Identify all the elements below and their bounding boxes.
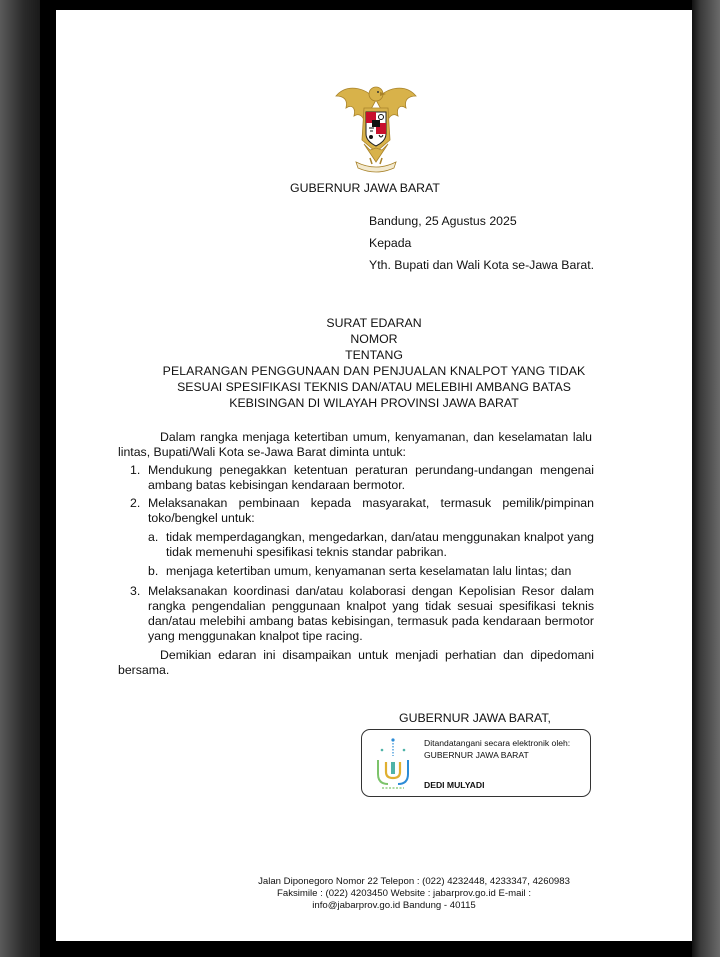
- recipient: Yth. Bupati dan Wali Kota se-Jawa Barat.: [369, 258, 595, 272]
- item-3-line-4: yang menggunakan knalpot tipe racing.: [148, 629, 363, 643]
- sub-b-line-1: menjaga ketertiban umum, kenyamanan serta keselamatan lalu lintas; dan: [166, 564, 572, 578]
- title-subject-line-3: KEBISINGAN DI WILAYAH PROVINSI JAWA BARAT: [229, 396, 519, 410]
- title-tentang: TENTANG: [345, 348, 403, 362]
- garuda-pancasila-emblem-icon: [334, 78, 418, 174]
- left-shadow-border: [0, 0, 40, 957]
- item-2-line-1: Melaksanakan pembinaan kepada masyarakat, termasuk pemilik/pimpinan: [148, 496, 594, 510]
- signer-name: DEDI MULYADI: [424, 780, 485, 790]
- sub-a-letter: a.: [148, 530, 159, 544]
- title-surat-edaran: SURAT EDARAN: [326, 316, 422, 330]
- item-3-line-1: Melaksanakan koordinasi dan/atau kolaborasi dengan Kepolisian Resor dalam: [148, 584, 594, 598]
- item-3-number: 3.: [130, 584, 141, 598]
- intro-line-2: lintas, Bupati/Wali Kota se-Jawa Barat diminta untuk:: [118, 445, 406, 459]
- electronic-signature-box: [361, 729, 591, 797]
- letterhead-office: GUBERNUR JAWA BARAT: [290, 181, 440, 195]
- letter-page: [56, 10, 692, 941]
- title-subject-line-1: PELARANGAN PENGGUNAAN DAN PENJUALAN KNALPOT YANG TIDAK: [162, 364, 586, 378]
- sub-a-line-2: tidak memenuhi spesifikasi teknis standar pabrikan.: [166, 545, 447, 559]
- place-date: Bandung, 25 Agustus 2025: [369, 214, 517, 228]
- item-1-line-1: Mendukung penegakkan ketentuan peraturan perundang-undangan mengenai: [148, 463, 594, 477]
- closing-line-2: bersama.: [118, 663, 170, 677]
- item-1-number: 1.: [130, 463, 141, 477]
- sub-b-letter: b.: [148, 564, 159, 578]
- item-2-line-2: toko/bengkel untuk:: [148, 511, 255, 525]
- item-1-line-2: ambang batas kebisingan kendaraan bermotor.: [148, 478, 406, 492]
- footer-line-2: Faksimile : (022) 4203450 Website : jabarprov.go.id E-mail :: [277, 888, 531, 899]
- intro-line-1: Dalam rangka menjaga ketertiban umum, kenyamanan, dan keselamatan lalu: [160, 430, 592, 444]
- signed-by-label: Ditandatangani secara elektronik oleh:: [424, 738, 571, 748]
- closing-line-1: Demikian edaran ini disampaikan untuk menjadi perhatian dan dipedomani: [160, 648, 594, 662]
- jabar-e-signature-logo-icon: [372, 736, 414, 792]
- right-shadow-border: [692, 0, 720, 957]
- footer-line-3: info@jabarprov.go.id Bandung - 40115: [312, 900, 476, 911]
- signature-title: GUBERNUR JAWA BARAT,: [399, 711, 551, 725]
- footer-line-1: Jalan Diponegoro Nomor 22 Telepon : (022) 4232448, 4233347, 4260983: [258, 876, 570, 887]
- signed-by-office: GUBERNUR JAWA BARAT: [424, 750, 529, 760]
- title-nomor: NOMOR: [350, 332, 398, 346]
- to-label: Kepada: [369, 236, 412, 250]
- item-2-number: 2.: [130, 496, 141, 510]
- item-3-line-2: rangka pengendalian penggunaan knalpot yang tidak sesuai spesifikasi teknis: [148, 599, 594, 613]
- item-3-line-3: dan/atau melebihi ambang batas kebisingan, termasuk pada kendaraan bermotor: [148, 614, 594, 628]
- sub-a-line-1: tidak memperdagangkan, mengedarkan, dan/atau menggunakan knalpot yang: [166, 530, 594, 544]
- title-subject-line-2: SESUAI SPESIFIKASI TEKNIS DAN/ATAU MELEBIHI AMBANG BATAS: [177, 380, 571, 394]
